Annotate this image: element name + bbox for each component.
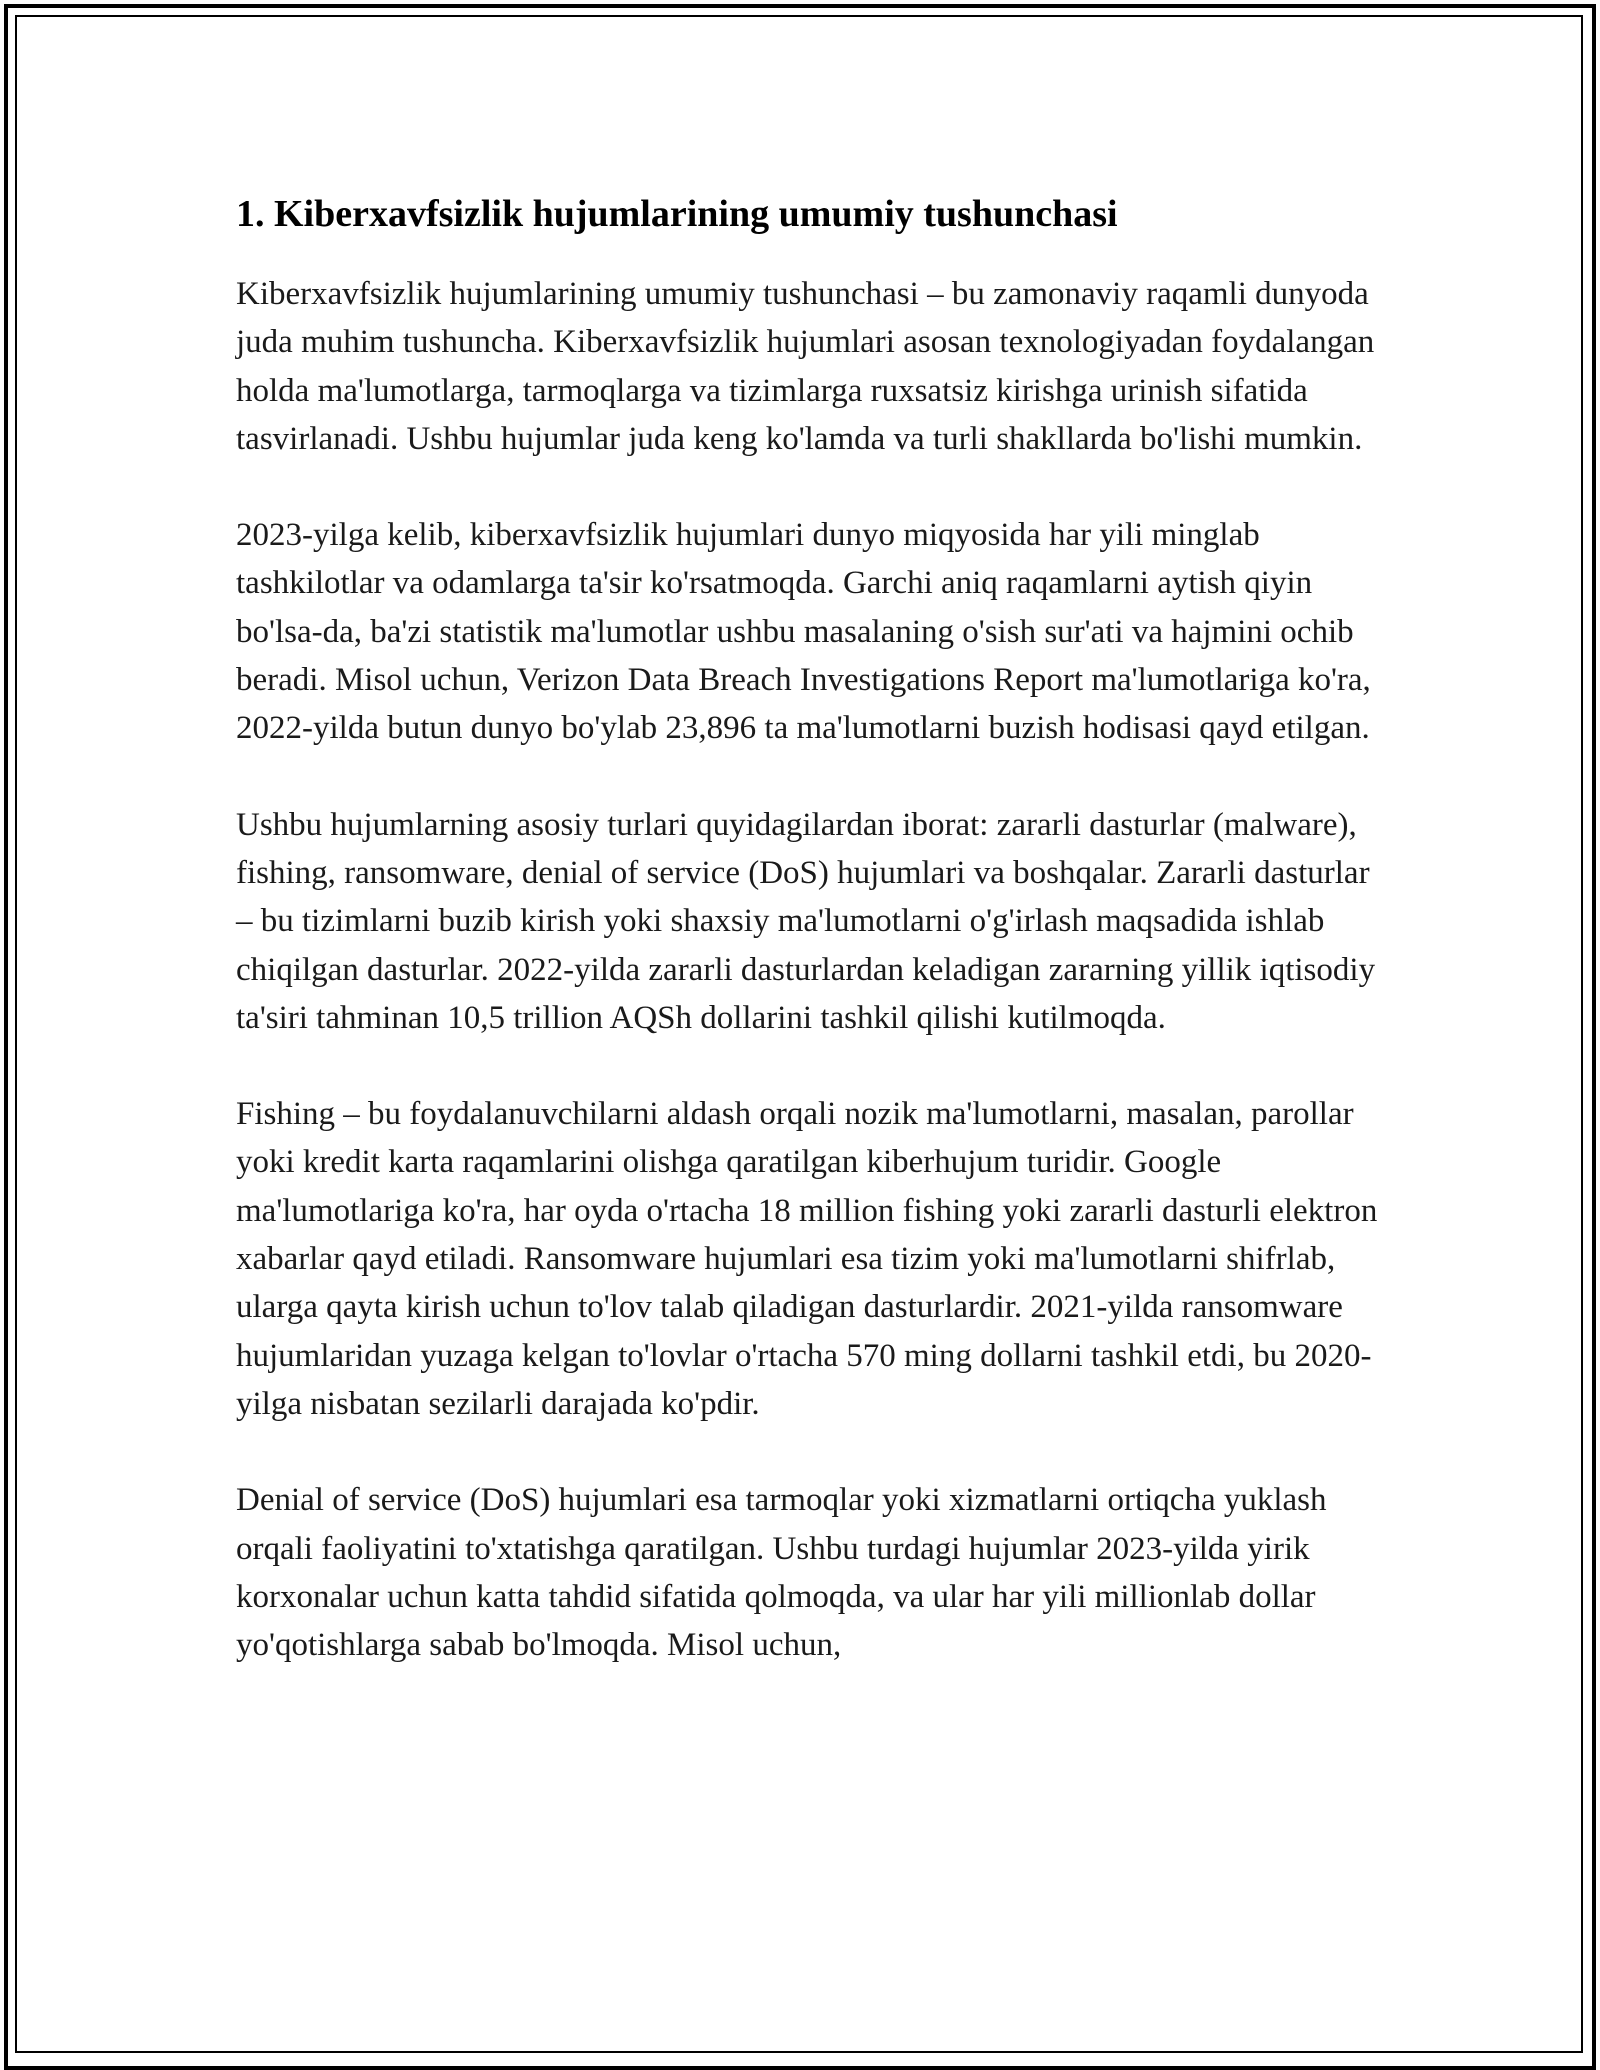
paragraph-phishing-ransomware: Fishing – bu foydalanuvchilarni aldash orqali nozik ma'lumotlarni, masalan, parollar yoki kredit karta raqamlarini olishga qaratilgan kiberhujum turidir. Google ma'lumotlariga ko'ra, har oyda o'rtacha 18 million fishing yoki zararli dasturli elektron xabarlar qayd etiladi. Ransomware hujumlari esa tizim yoki ma'lumotlarni shifrlab, ularga qayta kirish uchun to'lov talab qiladigan dasturlardir. 2021-yilda ransomware hujumlaridan yuzaga kelgan to'lovlar o'rtacha 570 ming dollarni tashkil etdi, bu 2020-yilga nisbatan sezilarli darajada ko'pdir. [236,1096,1378,1422]
paragraph-intro: Kiberxavfsizlik hujumlarining umumiy tushunchasi – bu zamonaviy raqamli dunyoda juda muhim tushuncha. Kiberxavfsizlik hujumlari asosan texnologiyadan foydalangan holda ma'lumotlarga, tarmoqlarga va tizimlarga ruxsatsiz kirishga urinish sifatida tasvirlanadi. Ushbu hujumlar juda keng ko'lamda va turli shakllarda bo'lishi mumkin. [236,276,1375,457]
section-heading: 1. Kiberxavfsizlik hujumlarining umumiy tushunchasi [236,193,1118,235]
paragraph-dos: Denial of service (DoS) hujumlari esa tarmoqlar yoki xizmatlarni ortiqcha yuklash orqali faoliyatini to'xtatishga qaratilgan. Ushbu turdagi hujumlar 2023-yilda yirik korxonalar uchun katta tahdid sifatida qolmoqda, va ular har yili millionlab dollar yo'qotishlarga sabab bo'lmoqda. Misol uchun, [236,1482,1327,1664]
paragraph-attack-types: Ushbu hujumlarning asosiy turlari quyidagilardan iborat: zararli dasturlar (malware), fishing, ransomware, denial of service (DoS) hujumlari va boshqalar. Zararli dasturlar – bu tizimlarni buzib kirish yoki shaxsiy ma'lumotlarni o'g'irlash maqsadida ishlab chiqilgan dasturlar. 2022-yilda zararli dasturlardan keladigan zararning yillik iqtisodiy ta'siri tahminan 10,5 trillion AQSh dollarini tashkil qilishi kutilmoqda. [236,806,1376,1036]
document-body [236,186,1386,1717]
paragraph-statistics: 2023-yilga kelib, kiberxavfsizlik hujumlari dunyo miqyosida har yili minglab tashkilotlar va odamlarga ta'sir ko'rsatmoqda. Garchi aniq raqamlarni aytish qiyin bo'lsa-da, ba'zi statistik ma'lumotlar ushbu masalaning o'sish sur'ati va hajmini ochib beradi. Misol uchun, Verizon Data Breach Investigations Report ma'lumotlariga ko'ra, 2022-yilda butun dunyo bo'ylab 23,896 ta ma'lumotlarni buzish hodisasi qayd etilgan. [236,517,1371,747]
